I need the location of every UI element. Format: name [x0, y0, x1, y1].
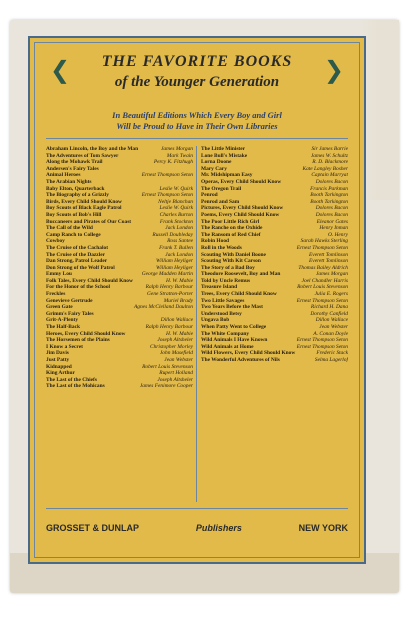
book-author: H. W. Mabie — [165, 277, 193, 284]
book-author: Jean Webster — [319, 324, 348, 331]
book-entry — [46, 304, 193, 311]
book-author: Ernest Thompson Seton — [296, 337, 348, 344]
book-title: Wild Animals I Have Known — [201, 337, 268, 344]
book-title: Wild Animals at Home — [201, 343, 254, 350]
tagline-line-1: In Beautiful Editions Which Every Boy and Girl — [112, 110, 282, 120]
book-list-panel — [28, 36, 366, 564]
panel-header — [30, 52, 364, 102]
book-title: Green Gate — [46, 304, 73, 311]
book-entry — [46, 212, 193, 219]
book-author: Henry Inman — [319, 225, 348, 232]
book-entry — [201, 291, 348, 298]
book-entry — [201, 212, 348, 219]
book-entry — [201, 232, 348, 239]
book-author: Dolores Bacon — [315, 211, 348, 218]
book-entry — [201, 252, 348, 259]
book-entry — [46, 271, 193, 278]
tagline-line-2: Will be Proud to Have in Their Own Libraries — [116, 121, 278, 131]
book-author: Booth Tarkington — [310, 198, 348, 205]
book-title: Just Patty — [46, 357, 70, 363]
book-entry — [46, 324, 193, 331]
book-entry — [201, 298, 348, 305]
book-title: King Arthur — [46, 370, 75, 377]
book-title: The Ransom of Red Chief — [201, 231, 261, 238]
book-title: Penrod and Sam — [201, 198, 240, 205]
book-title: Wild Flowers, Every Child Should Know — [201, 350, 296, 357]
footer-divider — [46, 508, 348, 509]
book-title: The Story of a Bad Boy — [201, 264, 255, 271]
book-title: When Patty Went to College — [201, 324, 267, 331]
book-entry — [46, 179, 193, 186]
book-entry — [46, 192, 193, 199]
book-author: Christopher Morley — [150, 343, 193, 350]
book-title: Genevieve Gertrude — [46, 297, 93, 304]
book-title: Poems, Every Child Should Know — [201, 211, 280, 218]
book-title: The Little Minister — [201, 146, 246, 152]
book-author: Selma Lagerlof — [314, 357, 348, 363]
book-title: Jim Davis — [46, 350, 69, 357]
book-title: The Call of the Wild — [46, 225, 93, 232]
book-entry — [46, 153, 193, 160]
book-title: Dan Strong, Patrol Leader — [46, 258, 108, 265]
book-entry — [201, 205, 348, 212]
book-title: Kidnapped — [46, 363, 72, 370]
book-title: Lone Bull's Mistake — [201, 152, 248, 159]
book-entry — [201, 192, 348, 199]
book-entry — [46, 252, 193, 259]
book-author: Gene Stratton-Porter — [147, 291, 193, 298]
book-entry — [201, 344, 348, 351]
book-entry — [46, 350, 193, 357]
book-author: Rupert Holland — [159, 370, 193, 377]
tagline — [30, 110, 364, 132]
book-author: James Morgan — [161, 146, 193, 152]
book-author: Ernest Thompson Seton — [141, 172, 193, 179]
book-author: Mark Twain — [166, 152, 193, 159]
book-entry — [46, 245, 193, 252]
book-entry — [201, 199, 348, 206]
book-author: Neltje Blanchan — [158, 198, 193, 205]
book-author: Eleanor Gates — [316, 218, 348, 225]
book-entry — [201, 311, 348, 318]
book-author: Muriel Brady — [163, 297, 193, 304]
book-entry — [201, 304, 348, 311]
publisher-footer — [46, 516, 348, 540]
book-author: George Madden Martin — [141, 271, 193, 278]
book-author: Booth Tarkington — [310, 192, 348, 199]
book-title: Scouting With Daniel Boone — [201, 251, 266, 258]
book-title: Buccaneers and Pirates of Our Coast — [46, 218, 132, 225]
book-title: Boy Scouts of Black Eagle Patrol — [46, 205, 122, 212]
book-author: Agnes McClelland Daulton — [134, 304, 193, 311]
book-author: Sarah Hawks Sterling — [300, 238, 348, 245]
book-author: Ernest Thompson Seton — [296, 244, 348, 251]
book-title: The Oregon Trail — [201, 185, 242, 192]
book-entry — [201, 357, 348, 364]
book-entry — [46, 199, 193, 206]
book-entry — [46, 370, 193, 377]
book-title: The Cruise of the Dazzler — [46, 251, 105, 258]
book-entry — [46, 284, 193, 291]
book-author: Kate Langley Bosher — [302, 165, 348, 172]
publisher-label: Publishers — [195, 523, 242, 533]
right-book-column — [197, 146, 348, 502]
book-entry — [201, 186, 348, 193]
book-author: Ralph Henry Barbour — [145, 284, 193, 291]
publisher-name: GROSSET & DUNLAP — [46, 523, 140, 533]
book-author: Jack London — [165, 251, 193, 258]
book-title: The Half-Back — [46, 324, 80, 331]
book-entry — [201, 350, 348, 357]
book-title: Lorna Doone — [201, 159, 232, 166]
book-entry — [46, 159, 193, 166]
book-entry — [46, 331, 193, 338]
book-entry — [201, 238, 348, 245]
book-title: The Cruise of the Cachalot — [46, 244, 108, 251]
book-author: Julia E. Rogers — [314, 291, 348, 298]
book-author: Frank Stockton — [159, 218, 193, 225]
book-title: Grimm's Fairy Tales — [46, 310, 94, 317]
book-title: Theodore Roosevelt, Boy and Man — [201, 271, 281, 278]
book-entry — [46, 357, 193, 364]
book-author: Leslie W. Quirk — [159, 205, 193, 212]
book-author: R. D. Blackmore — [312, 159, 348, 166]
book-entry — [201, 146, 348, 153]
book-author: John Masefield — [159, 350, 193, 357]
book-title: Cowboy — [46, 238, 65, 245]
book-author: Everett Tomlinson — [309, 251, 348, 258]
book-columns — [46, 146, 348, 502]
book-author: William Heyliger — [156, 258, 193, 265]
book-entry — [46, 166, 193, 173]
book-entry — [201, 317, 348, 324]
book-title: Heroes, Every Child Should Know — [46, 330, 126, 337]
book-entry — [201, 337, 348, 344]
book-title: Don Strong of the Wolf Patrol — [46, 264, 115, 271]
book-title: Camp Ranch to College — [46, 231, 101, 238]
book-author: Frederic Stack — [316, 350, 348, 357]
book-title: Freckles — [46, 291, 66, 298]
book-author: Ernest Thompson Seton — [296, 297, 348, 304]
book-title: Scouting With Kit Carson — [201, 258, 261, 265]
book-title: Mary Cary — [201, 165, 227, 172]
book-title: Grit-A-Plenty — [46, 317, 79, 324]
book-author: Leslie W. Quirk — [159, 185, 193, 192]
right-ornament-icon: ❯ — [323, 56, 344, 84]
book-author: Jack London — [165, 225, 193, 232]
book-author: Jean Webster — [164, 357, 193, 363]
book-entry — [201, 284, 348, 291]
book-author: Russell Doubleday — [152, 231, 193, 238]
book-title: The Last of the Mohicans — [46, 383, 105, 390]
book-author: Dorothy Canfield — [310, 310, 348, 317]
book-author: Frank T. Bullen — [159, 244, 193, 251]
book-title: Trees, Every Child Should Know — [201, 291, 277, 298]
book-entry — [201, 258, 348, 265]
book-entry — [201, 153, 348, 160]
book-entry — [46, 344, 193, 351]
book-entry — [46, 317, 193, 324]
book-entry — [46, 265, 193, 272]
book-title: Animal Heroes — [46, 172, 81, 179]
book-entry — [201, 331, 348, 338]
publisher-city: NEW YORK — [298, 523, 348, 533]
book-title: The Wonderful Adventures of Nils — [201, 357, 280, 363]
book-entry — [46, 291, 193, 298]
book-title: The Horsemen of the Plains — [46, 337, 110, 344]
book-entry — [201, 179, 348, 186]
book-title: Andersen's Fairy Tales — [46, 165, 99, 172]
book-title: Penrod — [201, 192, 218, 199]
book-entry — [201, 245, 348, 252]
book-author: O. Henry — [327, 231, 348, 238]
book-author: Thomas Bailey Aldrich — [298, 264, 348, 271]
left-book-column — [46, 146, 197, 502]
book-title: Operas, Every Child Should Know — [201, 178, 282, 185]
book-title: Two Little Savages — [201, 297, 245, 304]
book-entry — [201, 225, 348, 232]
book-title: Emmy Lou — [46, 271, 72, 278]
book-author: Charles Burton — [159, 211, 193, 218]
book-author: Ralph Henry Barbour — [145, 324, 193, 331]
book-title: Roll in the Woods — [201, 244, 242, 251]
header-subtitle: of the Younger Generation — [114, 74, 280, 90]
book-author: A. Conan Doyle — [313, 330, 348, 337]
book-title: Robin Hood — [201, 238, 230, 245]
book-entry — [201, 265, 348, 272]
book-author: Dillon Wallace — [160, 317, 193, 324]
book-entry — [46, 219, 193, 226]
jacket-wear-mark — [361, 20, 399, 200]
book-author: Joseph Altsheler — [157, 376, 193, 383]
book-author: Captain Marryat — [311, 172, 348, 179]
book-entry — [46, 172, 193, 179]
book-author: Ernest Thompson Seton — [141, 192, 193, 199]
book-author: James W. Schultz — [310, 152, 348, 159]
book-title: Pictures, Every Child Should Know — [201, 205, 284, 212]
book-title: Baby Elton, Quarterback — [46, 185, 105, 192]
book-entry — [46, 225, 193, 232]
book-title: Told by Uncle Remus — [201, 277, 251, 284]
book-author: James Morgan — [316, 271, 348, 278]
book-title: Treasure Island — [201, 284, 238, 291]
book-author: James Fenimore Cooper — [139, 383, 193, 390]
left-ornament-icon: ❮ — [50, 56, 71, 84]
book-author: Joseph Altsheler — [157, 337, 193, 344]
book-entry — [46, 298, 193, 305]
book-entry — [46, 364, 193, 371]
book-title: Ungava Bob — [201, 317, 230, 324]
book-entry — [46, 238, 193, 245]
top-divider — [46, 138, 348, 139]
book-entry — [201, 271, 348, 278]
book-entry — [46, 377, 193, 384]
book-author: H. W. Mabie — [165, 330, 193, 337]
book-entry — [201, 172, 348, 179]
book-author: Dillon Wallace — [315, 317, 348, 324]
book-title: The Poor Little Rich Girl — [201, 218, 260, 225]
book-author: Dolores Bacon — [315, 205, 348, 212]
book-author: Richard H. Dana — [310, 304, 348, 311]
book-author: Dolores Bacon — [315, 178, 348, 185]
book-author: Ernest Thompson Seton — [296, 343, 348, 350]
book-entry — [46, 232, 193, 239]
book-entry — [46, 205, 193, 212]
book-title: The Ranche on the Oxhide — [201, 225, 263, 232]
book-author: Robert Louis Stevenson — [142, 363, 193, 370]
book-entry — [46, 383, 193, 390]
book-author: William Heyliger — [156, 264, 193, 271]
book-entry — [46, 311, 193, 318]
book-title: Abraham Lincoln, the Boy and the Man — [46, 146, 139, 152]
book-entry — [201, 166, 348, 173]
book-author: Joel Chandler Harris — [301, 277, 348, 284]
book-title: Boy Scouts of Bob's Hill — [46, 211, 102, 218]
book-title: The Biography of a Grizzly — [46, 192, 109, 199]
header-title: THE FAVORITE BOOKS — [101, 53, 293, 70]
book-entry — [201, 159, 348, 166]
book-author: Robert Louis Stevenson — [297, 284, 348, 291]
book-author: Francis Parkman — [310, 185, 348, 192]
book-title: The Last of the Chiefs — [46, 376, 97, 383]
book-entry — [201, 324, 348, 331]
book-author: Everett Tomlinson — [309, 258, 348, 265]
book-title: The Arabian Nights — [46, 178, 92, 185]
book-entry — [46, 258, 193, 265]
book-entry — [46, 337, 193, 344]
book-title: Understood Betsy — [201, 310, 242, 317]
book-title: The Adventures of Tom Sawyer — [46, 152, 119, 159]
book-title: Mr. Midshipman Easy — [201, 172, 253, 179]
book-entry — [46, 186, 193, 193]
book-entry — [46, 146, 193, 153]
book-title: Folk Tales, Every Child Should Know — [46, 277, 133, 284]
book-title: Birds, Every Child Should Know — [46, 198, 122, 205]
book-title: Two Years Before the Mast — [201, 304, 263, 311]
book-author: Percy K. Fitzhugh — [153, 159, 193, 166]
book-title: I Know a Secret — [46, 343, 83, 350]
book-entry — [201, 219, 348, 226]
book-entry — [46, 278, 193, 285]
book-title: Along the Mohawk Trail — [46, 159, 103, 166]
book-author: Sir James Barrie — [311, 146, 348, 152]
book-title: The White Company — [201, 330, 250, 337]
book-entry — [201, 278, 348, 285]
book-author: Ross Santee — [167, 238, 193, 245]
book-title: For the Honor of the School — [46, 284, 111, 291]
